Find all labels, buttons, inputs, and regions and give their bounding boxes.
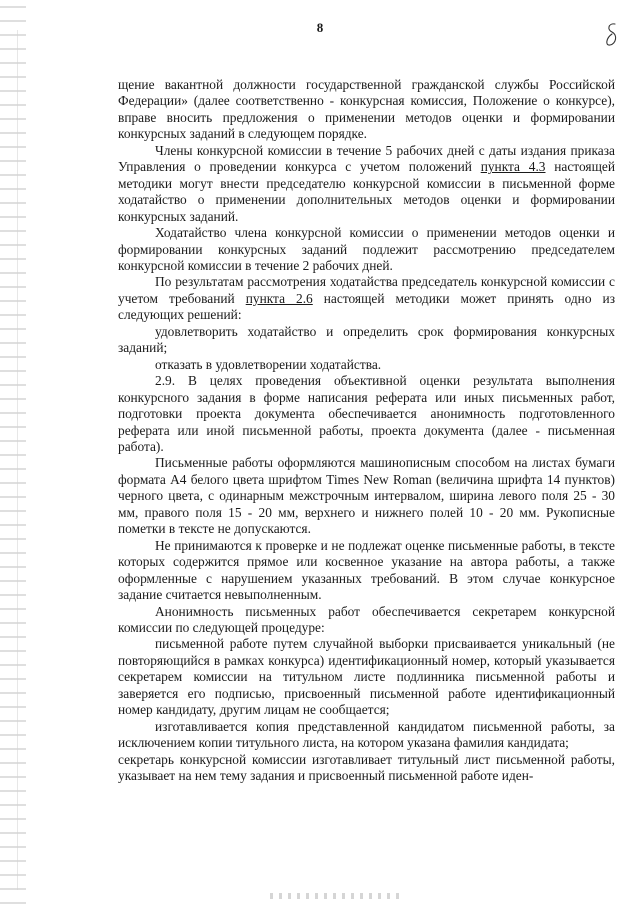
- paragraph: Анонимность письменных работ обеспечивается секретарем конкурсной комиссии по следующей процедуре:: [118, 603, 615, 635]
- paragraph: [118, 274, 615, 323]
- reference-link[interactable]: пункта 4.3: [480, 159, 546, 175]
- handwritten-page-mark: [604, 22, 620, 48]
- paragraph: Письменные работы оформляются машинописным способом на листах бумаги формата А4 белого цвета шрифтом Times New Roman (величина шрифта 14 пунктов) черного цвета, с одинарным межстрочным интервалом, ширина левого поля 25 - 30 мм, правого поля 15 - 20 мм, верхнего и нижнего полей 10 - 20 мм. Рукописные пометки в тексте не допускаются.: [118, 455, 615, 537]
- list-item: удовлетворить ходатайство и определить срок формирования конкурсных заданий;: [118, 323, 615, 356]
- page-number: 8: [316, 20, 324, 35]
- paragraph-text: настоящей методики могут внести председателю конкурсной комиссии в письменной форме ходатайство о применении дополнительных методов оценки и формировании конкурсных заданий.: [118, 159, 615, 224]
- reference-link[interactable]: пункта 2.6: [245, 290, 313, 306]
- paragraph: [118, 143, 615, 225]
- list-item: секретарь конкурсной комиссии изготавливает титульный лист письменной работы, указывает на нем тему задания и присвоенный письменной работе иден-: [118, 751, 615, 784]
- paragraph: Ходатайство члена конкурсной комиссии о применении методов оценки и формировании конкурсных заданий подлежит рассмотрению председателем конкурсной комиссии в течение 2 рабочих дней.: [118, 225, 615, 273]
- scan-bottom-artifact: [270, 893, 400, 899]
- list-item: отказать в удовлетворении ходатайства.: [155, 356, 382, 372]
- paragraph: Не принимаются к проверке и не подлежат оценке письменные работы, в тексте которых содержится прямое или косвенное указание на автора работы, а также оформленные с нарушением указанных требований. В этом случае конкурсное задание считается невыполненным.: [118, 537, 615, 603]
- list-item: изготавливается копия представленной кандидатом письменной работы, за исключением копии титульного листа, на котором указана фамилия кандидата;: [118, 718, 615, 751]
- paragraph: щение вакантной должности государственной гражданской службы Российской Федерации» (далее соответственно - конкурсная комиссия, Положение о конкурсе), вправе вносить предложения о применении методов оценки и формировании конкурсных заданий в следующем порядке.: [118, 77, 615, 142]
- section-paragraph: 2.9. В целях проведения объективной оценки результата выполнения конкурсного задания в форме написания реферата или иных письменных работ, подготовки проекта документа обеспечивается анонимность подготовленного реферата или иной письменной работы, проекта документа (далее - письменная работа).: [118, 373, 615, 454]
- scan-edge-artifact: [0, 0, 26, 905]
- list-item: письменной работе путем случайной выборки присваивается уникальный (не повторяющийся в рамках конкурса) идентификационный номер, который указывается секретарем комиссии на титульном листе подлинника письменной работы и заверяется его подписью, присвоенный письменной работе идентификационный номер кандидату, другим лицам не сообщается;: [118, 636, 615, 718]
- paragraph-text: Члены конкурсной комиссии в течение 5 рабочих дней с даты издания приказа Управления о проведении конкурса с учетом положений: [118, 142, 615, 175]
- paragraph-text: настоящей методики может принять одно из следующих решений:: [118, 290, 615, 323]
- paragraph-text: По результатам рассмотрения ходатайства председатель конкурсной комиссии с учетом требований: [118, 274, 615, 306]
- document-body: [118, 77, 615, 784]
